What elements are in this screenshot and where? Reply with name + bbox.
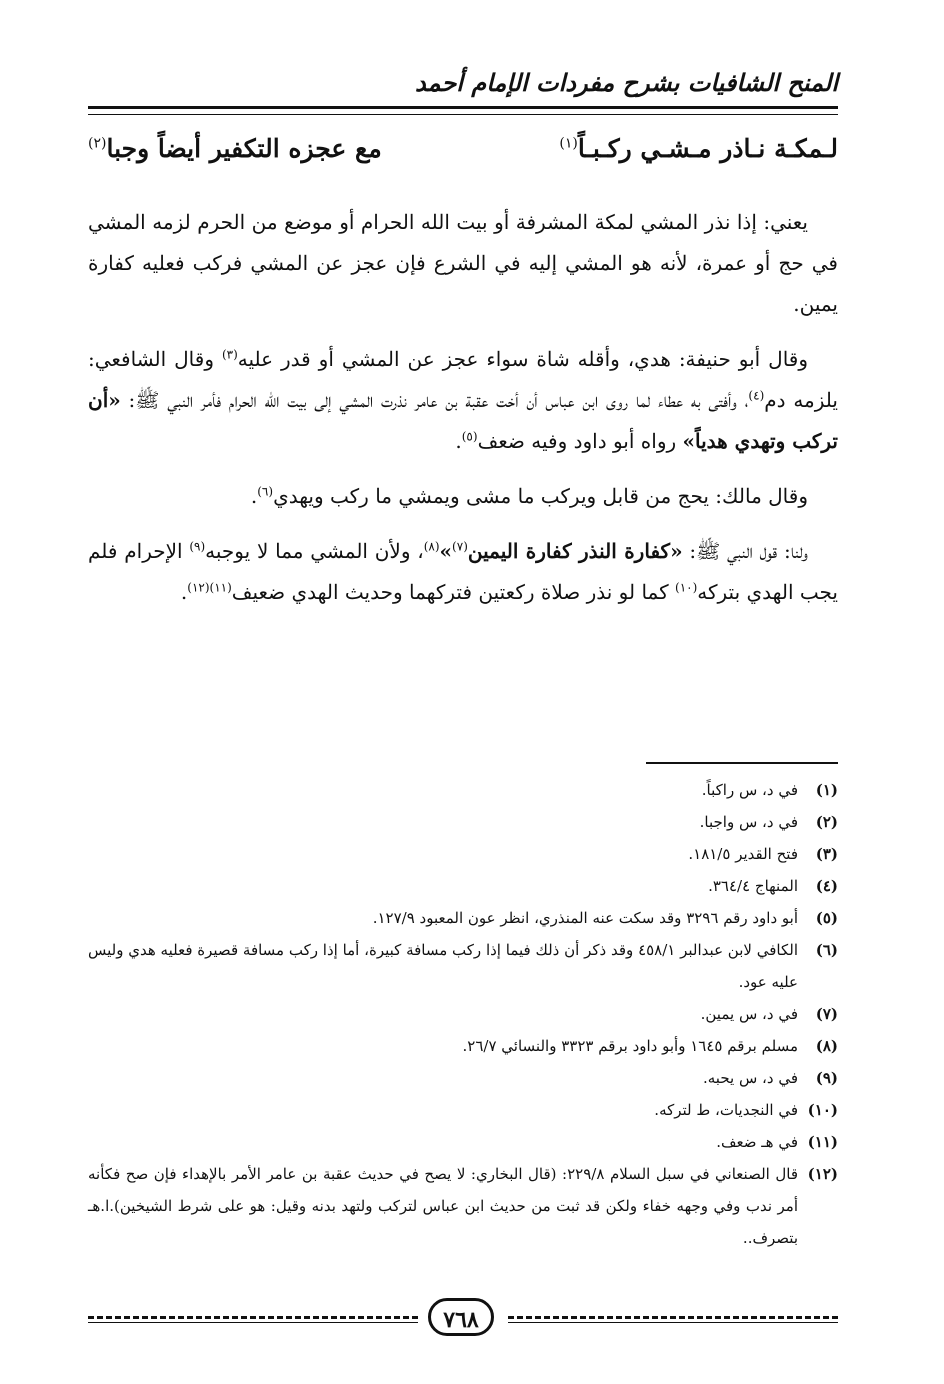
footnote-number: (٩) bbox=[815, 1069, 838, 1087]
footnote-number: (١٢) bbox=[807, 1165, 838, 1183]
footnote-text: في د، س يحبه. bbox=[702, 1069, 798, 1087]
footnote-ref-6: (٦) bbox=[257, 484, 274, 499]
verse-line bbox=[88, 134, 838, 178]
running-header-title: المنح الشافيات بشرح مفردات الإمام أحمد bbox=[415, 68, 838, 97]
p4-text-a: ولنا: قول النبي ﷺ: bbox=[682, 539, 808, 563]
footnote-ref-11-12: (١١)(١٢) bbox=[187, 580, 232, 595]
paragraph-3 bbox=[88, 476, 838, 517]
hadith-quote-1: «أن تركب وتهدي هدياً» bbox=[88, 388, 838, 453]
footnote-text: مسلم برقم ١٦٤٥ وأبو داود برقم ٣٣٢٣ والنسائي ٢٦/٧. bbox=[462, 1037, 798, 1055]
footnote-number: (٦) bbox=[815, 941, 838, 959]
footnote-text: الكافي لابن عبدالبر ٤٥٨/١ وقد ذكر أن ذلك فيما إذا ركب مسافة كبيرة، أما إذا ركب مسافة قصيرة فعليه هدي وليس عليه عود. bbox=[88, 941, 798, 991]
verse-second-hemistich bbox=[88, 134, 382, 163]
p2-text-d: رواه أبو داود وفيه ضعف bbox=[477, 429, 683, 453]
footnote-ref-5: (٥) bbox=[461, 429, 478, 444]
footnote-text: في النجديات، ط لتركه. bbox=[654, 1101, 798, 1119]
footnote-number: (٥) bbox=[815, 909, 838, 927]
footnote-item bbox=[88, 774, 838, 806]
page-number: ٧٦٨ bbox=[428, 1298, 494, 1336]
footnote-number: (١٠) bbox=[807, 1101, 838, 1119]
footnote-number: (٢) bbox=[815, 813, 838, 831]
footnote-number: (١) bbox=[815, 781, 838, 799]
footnote-item bbox=[88, 1158, 838, 1254]
hadith-quote-2: «كفارة النذر كفارة اليمين bbox=[467, 539, 683, 563]
footnote-item bbox=[88, 998, 838, 1030]
header-rule-thick bbox=[88, 106, 838, 109]
p4-text-d: كما لو نذر صلاة ركعتين فتركهما وحديث الهدي ضعيف bbox=[231, 580, 675, 604]
footnotes bbox=[88, 774, 838, 1254]
p2-text-a: وقال أبو حنيفة: هدي، وأقله شاة سواء عجز عن المشي أو قدر عليه bbox=[237, 347, 809, 371]
footnote-text: أبو داود رقم ٣٢٩٦ وقد سكت عنه المنذري، انظر عون المعبود ١٢٧/٩. bbox=[372, 909, 798, 927]
footnote-text: المنهاج ٣٦٤/٤. bbox=[708, 877, 798, 895]
p4-text-e: . bbox=[180, 580, 188, 604]
bottom-rule-left-thin bbox=[88, 1322, 418, 1323]
footnote-ref-9: (٩) bbox=[189, 539, 206, 554]
bottom-rule-right bbox=[508, 1316, 838, 1319]
verse-second-text: مع عجزه التكفير أيضاً وجبا bbox=[106, 134, 382, 163]
p2-text-e: . bbox=[455, 429, 462, 453]
p4-text-c: الإحرام فلم يجب الهدي بتركه bbox=[88, 539, 838, 604]
paragraph-4 bbox=[88, 531, 838, 613]
footnote-item bbox=[88, 870, 838, 902]
footnote-text: قال الصنعاني في سبل السلام ٢٢٩/٨: (قال البخاري: لا يصح في حديث عقبة بن عامر الأمر بالإهداء فإن صح فكأنه أمر ندب وفي وجهه خفاء ولكن قد ثبت من حديث ابن عباس لتركب ولتهد بدنه وقيل: هو على شرط الشيخين).ا.هـ بتصرف.. bbox=[88, 1165, 798, 1247]
footnote-ref-8: (٨) bbox=[423, 539, 440, 554]
footnote-ref-4: (٤) bbox=[748, 388, 765, 403]
footnote-text: فتح القدير ١٨١/٥. bbox=[688, 845, 798, 863]
verse-first-text: لـمكـة نـاذر مـشـي ركـبـاً bbox=[577, 134, 838, 163]
book-page bbox=[88, 54, 838, 1354]
p3-text-b: . bbox=[250, 484, 258, 508]
footnote-number: (١١) bbox=[807, 1133, 838, 1151]
bottom-rule-left bbox=[88, 1316, 418, 1319]
bottom-rule-right-thin bbox=[508, 1322, 838, 1323]
footnote-number: (٣) bbox=[815, 845, 838, 863]
footnote-item bbox=[88, 1094, 838, 1126]
footnote-item bbox=[88, 1126, 838, 1158]
paragraph-1: يعني: إذا نذر المشي لمكة المشرفة أو بيت الله الحرام أو موضع من الحرم لزمه المشي في حج أو عمرة، لأنه هو المشي إليه في الشرع فإن عجز عن المشي فركب فعليه كفارة يمين. bbox=[88, 210, 838, 316]
p2-text-c: ، وأفتى به عطاء لما روى ابن عباس أن أخت عقبة بن عامر نذرت المشي إلى بيت الله الحرام فأمر النبي ﷺ: bbox=[120, 388, 749, 412]
footnote-number: (٤) bbox=[815, 877, 838, 895]
footnote-text: في د، س يمين. bbox=[700, 1005, 798, 1023]
footnote-item bbox=[88, 838, 838, 870]
p4-text-b: ، ولأن المشي مما لا يوجبه bbox=[205, 539, 424, 563]
footnote-text: في هـ ضعف. bbox=[716, 1133, 798, 1151]
footnote-number: (٧) bbox=[815, 1005, 838, 1023]
hadith-quote-2-end: » bbox=[439, 539, 453, 563]
footnote-ref-10: (١٠) bbox=[675, 580, 698, 595]
footnote-ref-1: (١) bbox=[559, 135, 578, 152]
footnote-number: (٨) bbox=[815, 1037, 838, 1055]
p2-text-b: وقال الشافعي: يلزمه دم bbox=[88, 347, 838, 412]
footnote-item bbox=[88, 902, 838, 934]
footnote-item bbox=[88, 934, 838, 998]
paragraph-2 bbox=[88, 339, 838, 462]
header-rule-thin bbox=[88, 114, 838, 115]
footnote-ref-2: (٢) bbox=[88, 135, 107, 152]
verse-first-hemistich bbox=[559, 134, 838, 163]
footnote-ref-3: (٣) bbox=[221, 347, 238, 362]
p3-text-a: وقال مالك: يحج من قابل ويركب ما مشى ويمشي ما ركب ويهدي bbox=[273, 484, 808, 508]
footnote-text: في د، س راكباً. bbox=[701, 781, 798, 799]
footnote-text: في د، س واجبا. bbox=[699, 813, 798, 831]
footnote-item bbox=[88, 1062, 838, 1094]
footnote-item bbox=[88, 1030, 838, 1062]
footnote-item bbox=[88, 806, 838, 838]
footnote-separator bbox=[646, 762, 838, 764]
footnote-ref-7: (٧) bbox=[452, 539, 468, 554]
main-text bbox=[88, 202, 838, 627]
